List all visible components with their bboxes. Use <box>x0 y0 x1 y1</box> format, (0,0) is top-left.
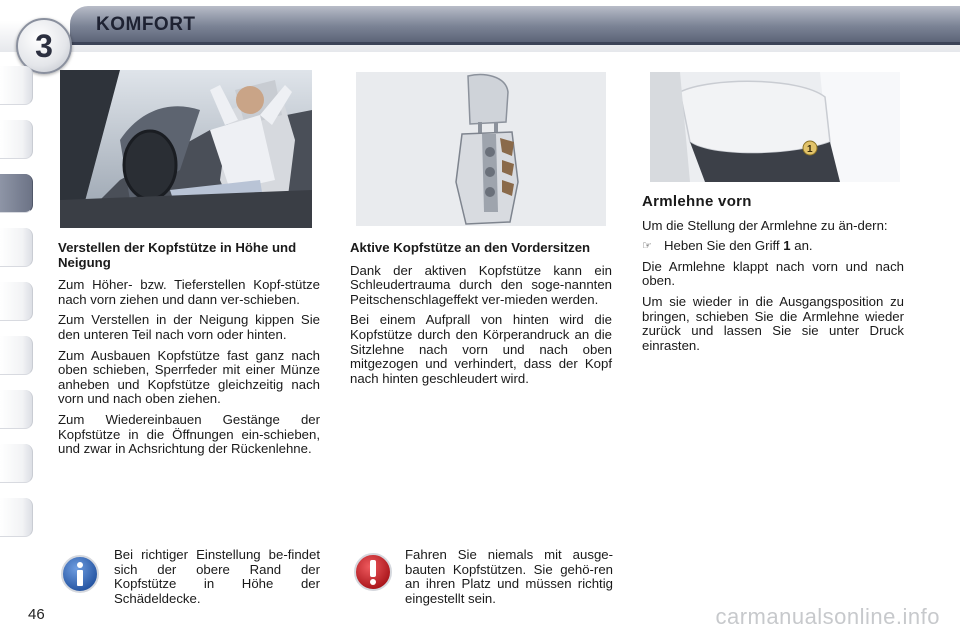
paragraph: Zum Verstellen in der Neigung kippen Sie den unteren Teil nach vorn oder hinten. <box>58 312 320 342</box>
armrest-illustration <box>650 72 900 182</box>
chapter-tab-2[interactable] <box>0 120 33 159</box>
warning-note-text: Fahren Sie niemals mit ausge-bauten Kopfstützen. Sie gehö-ren an ihren Platz und müssen richtig eingestellt sein. <box>405 547 613 606</box>
active-headrest-illustration <box>356 72 606 226</box>
hand-pointer-icon: ☞ <box>642 240 652 253</box>
paragraph: Zum Ausbauen Kopfstütze fast ganz nach oben schieben, Sperrfeder mit einer Münze anheben und Kopfstütze gleichzeitig nach vorn und nach oben ziehen. <box>58 347 320 407</box>
chapter-tab-8[interactable] <box>0 444 33 483</box>
chapter-tab-strip <box>0 66 34 576</box>
chapter-number: 3 <box>35 27 53 64</box>
paragraph: Zum Wiedereinbauen Gestänge der Kopfstütze in die Öffnungen ein-schieben, und zwar in Achsrichtung der Rückenlehne. <box>58 411 320 457</box>
warning-icon <box>353 552 393 592</box>
chapter-title: KOMFORT <box>96 14 196 35</box>
heading-active-headrest: Aktive Kopfstütze an den Vordersitzen <box>350 240 591 255</box>
page-number: 46 <box>28 606 45 623</box>
bullet-text-prefix: Heben Sie den Griff <box>664 238 784 254</box>
instruction-bullet <box>642 239 904 254</box>
column-active-headrest <box>350 241 612 392</box>
info-icon <box>60 554 100 594</box>
chapter-tab-9[interactable] <box>0 498 33 537</box>
heading-headrest-adjustment: Verstellen der Kopfstütze in Höhe und Neigung <box>58 240 297 270</box>
chapter-tab-4[interactable] <box>0 228 33 267</box>
paragraph: Die Armlehne klappt nach vorn und nach oben. <box>642 258 904 289</box>
paragraph: Um sie wieder in die Ausgangsposition zu bringen, schieben Sie die Armlehne wieder zurück und lassen Sie sie unter Druck einrasten. <box>642 293 904 353</box>
photo-front-armrest <box>650 72 900 182</box>
info-note-text: Bei richtiger Einstellung be-findet sich der obere Rand der Kopfstütze in Höhe der Schädeldecke. <box>114 547 320 606</box>
headrest-adjustment-illustration <box>60 70 312 228</box>
chapter-tab-1[interactable] <box>0 66 33 105</box>
column-headrest-adjustment <box>58 241 320 463</box>
photo-callout-1: 1 <box>807 144 813 155</box>
bullet-text-suffix: an. <box>790 238 813 254</box>
bullet-text <box>664 239 813 254</box>
header-bar <box>70 6 960 45</box>
paragraph: Um die Stellung der Armlehne zu än-dern: <box>642 217 888 233</box>
paragraph: Dank der aktiven Kopfstütze kann ein Schleudertrauma durch den soge-nannten Peitschenschlageffekt ver-mieden werden. <box>350 262 612 307</box>
page-header <box>0 0 960 52</box>
bullet-text-callout: 1 <box>783 238 791 254</box>
watermark: carmanualsonline.info <box>715 604 940 629</box>
paragraph: Bei einem Aufprall von hinten wird die Kopfstütze durch den Körperandruck an die Sitzlehne nach vorn und nach oben mitgezogen und verhindert, dass der Kopf nach hinten geschleudert wird. <box>350 312 612 386</box>
chapter-tab-5[interactable] <box>0 282 33 321</box>
photo-headrest-adjustment <box>60 70 312 228</box>
heading-front-armrest: Armlehne vorn <box>642 193 752 210</box>
paragraph: Zum Höher- bzw. Tieferstellen Kopf-stütze nach vorn ziehen und dann ver-schieben. <box>58 277 320 307</box>
column-front-armrest <box>642 195 904 359</box>
chapter-tab-7[interactable] <box>0 390 33 429</box>
photo-active-headrest <box>356 72 606 226</box>
chapter-tab-6[interactable] <box>0 336 33 375</box>
chapter-tab-3-active[interactable] <box>0 174 33 213</box>
